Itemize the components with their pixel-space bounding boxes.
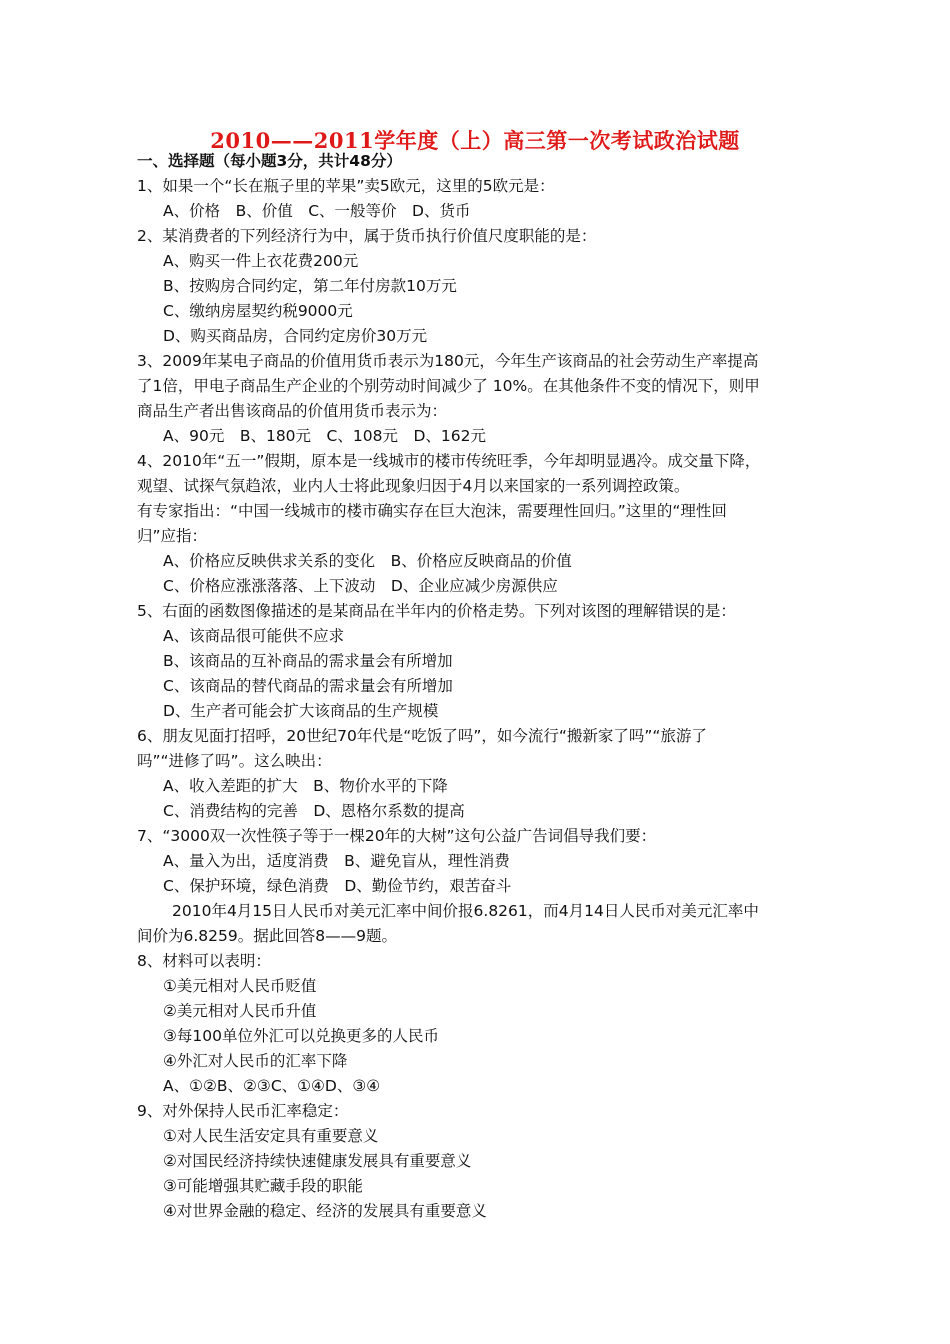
question-4-line-1: 4、2010年“五一”假期，原本是一线城市的楼市传统旺季，今年却明显遇冷。成交量下降， (137, 452, 761, 470)
option-2a: A、购买一件上衣花费200元 (163, 252, 359, 270)
option-2c: C、缴纳房屋契约税9000元 (163, 302, 353, 320)
question-4-line-4: 归”应指： (137, 527, 208, 545)
options-4-ab: A、价格应反映供求关系的变化 B、价格应反映商品的价值 (163, 552, 572, 570)
question-6-line-1: 6、朋友见面打招呼，20世纪70年代是“吃饭了吗”，如今流行“搬新家了吗”“旅游了 (137, 727, 707, 745)
option-5b: B、该商品的互补商品的需求量会有所增加 (163, 652, 453, 670)
option-5a: A、该商品很可能供不应求 (163, 627, 345, 645)
section-heading: 一、选择题（每小题3分，共计48分） (137, 152, 402, 170)
options-6-ab: A、收入差距的扩大 B、物价水平的下降 (163, 777, 448, 795)
options-7-cd: C、保护环境，绿色消费 D、勤俭节约，艰苦奋斗 (163, 877, 512, 895)
material-line-1: 2010年4月15日人民币对美元汇率中间价报6.8261，而4月14日人民币对美元汇率中 (172, 902, 759, 920)
options-1: A、价格 B、价值 C、一般等价 D、货币 (163, 202, 471, 220)
option-5d: D、生产者可能会扩大该商品的生产规模 (163, 702, 439, 720)
statement-9-3: ③可能增强其贮藏手段的职能 (163, 1177, 363, 1195)
question-1: 1、如果一个“长在瓶子里的苹果”卖5欧元，这里的5欧元是： (137, 177, 555, 195)
statement-8-3: ③每100单位外汇可以兑换更多的人民币 (163, 1027, 439, 1045)
question-5: 5、右面的函数图像描述的是某商品在半年内的价格走势。下列对该图的理解错误的是： (137, 602, 736, 620)
question-3-line-1: 3、2009年某电子商品的价值用货币表示为180元，今年生产该商品的社会劳动生产率提高 (137, 352, 759, 370)
question-4-line-2: 观望、试探气氛趋浓，业内人士将此现象归因于4月以来国家的一系列调控政策。 (137, 477, 690, 495)
statement-8-4: ④外汇对人民币的汇率下降 (163, 1052, 348, 1070)
options-3: A、90元 B、180元 C、108元 D、162元 (163, 427, 486, 445)
exam-title: 2010——2011学年度（上）高三第一次考试政治试题 (210, 128, 740, 153)
material-line-2: 间价为6.8259。据此回答8——9题。 (137, 927, 397, 945)
question-9: 9、对外保持人民币汇率稳定： (137, 1102, 349, 1120)
options-8: A、①②B、②③C、①④D、③④ (163, 1077, 381, 1095)
statement-8-1: ①美元相对人民币贬值 (163, 977, 317, 995)
question-4-line-3: 有专家指出：“中国一线城市的楼市确实存在巨大泡沫，需要理性回归。”这里的“理性回 (137, 502, 727, 520)
question-7: 7、“3000双一次性筷子等于一棵20年的大树”这句公益广告词倡导我们要： (137, 827, 657, 845)
option-2b: B、按购房合同约定，第二年付房款10万元 (163, 277, 457, 295)
option-2d: D、购买商品房，合同约定房价30万元 (163, 327, 428, 345)
options-4-cd: C、价格应涨涨落落、上下波动 D、企业应减少房源供应 (163, 577, 558, 595)
options-7-ab: A、量入为出，适度消费 B、避免盲从，理性消费 (163, 852, 510, 870)
option-5c: C、该商品的替代商品的需求量会有所增加 (163, 677, 453, 695)
statement-9-2: ②对国民经济持续快速健康发展具有重要意义 (163, 1152, 472, 1170)
question-2: 2、某消费者的下列经济行为中，属于货币执行价值尺度职能的是： (137, 227, 597, 245)
question-3-line-2: 了1倍，甲电子商品生产企业的个别劳动时间减少了 10%。在其他条件不变的情况下，则甲 (137, 377, 760, 395)
statement-8-2: ②美元相对人民币升值 (163, 1002, 317, 1020)
statement-9-1: ①对人民生活安定具有重要意义 (163, 1127, 379, 1145)
question-8: 8、材料可以表明： (137, 952, 271, 970)
statement-9-4: ④对世界金融的稳定、经济的发展具有重要意义 (163, 1202, 487, 1220)
question-3-line-3: 商品生产者出售该商品的价值用货币表示为： (137, 402, 448, 420)
question-6-line-2: 吗”“进修了吗”。这么映出： (137, 752, 332, 770)
options-6-cd: C、消费结构的完善 D、恩格尔系数的提高 (163, 802, 465, 820)
